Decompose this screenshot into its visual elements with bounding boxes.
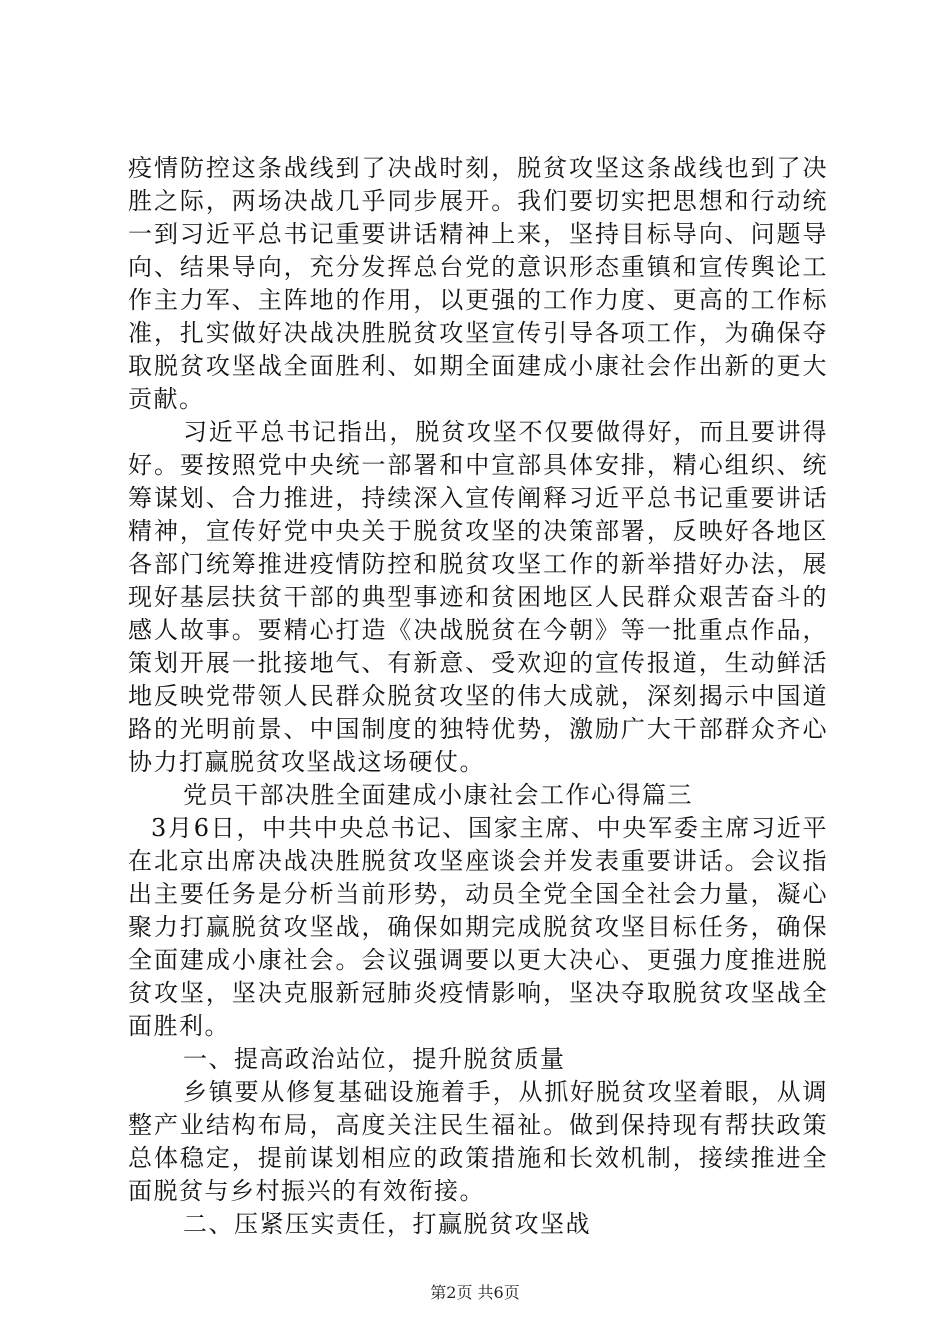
paragraph-intro-continuation: 疫情防控这条战线到了决战时刻，脱贫攻坚这条战线也到了决胜之际，两场决战几乎同步展开。我们要切实把思想和行动统一到习近平总书记重要讲话精神上来，坚持目标导向、问题导向、结果导向，充分发挥总台党的意识形态重镇和宣传舆论工作主力军、主阵地的作用，以更强的工作力度、更高的工作标准，扎实做好决战决胜脱贫攻坚宣传引导各项工作，为确保夺取脱贫攻坚战全面胜利、如期全面建成小康社会作出新的更大贡献。 xyxy=(128,154,828,413)
page-number-footer: 第2页 共6页 xyxy=(430,1283,520,1302)
paragraph-speech-remarks: 习近平总书记指出，脱贫攻坚不仅要做得好，而且要讲得好。要按照党中央统一部署和中宣部具体安排，精心组织、统筹谋划、合力推进，持续深入宣传阐释习近平总书记重要讲话精神，宣传好党中央关于脱贫攻坚的决策部署，反映好各地区各部门统筹推进疫情防控和脱贫攻坚工作的新举措好办法，展现好基层扶贫干部的典型事迹和贫困地区人民群众艰苦奋斗的感人故事。要精心打造《决战脱贫在今朝》等一批重点作品，策划开展一批接地气、有新意、受欢迎的宣传报道，生动鲜活地反映党带领人民群众脱贫攻坚的伟大成就，深刻揭示中国道路的光明前景、中国制度的独特优势，激励广大干部群众齐心协力打赢脱贫攻坚战这场硬仗。 xyxy=(128,418,828,776)
section-title: 党员干部决胜全面建成小康社会工作心得篇三 xyxy=(183,781,693,809)
paragraph-meeting-summary: 3月6日，中共中央总书记、国家主席、中央军委主席习近平在北京出席决战决胜脱贫攻坚座谈会并发表重要讲话。会议指出主要任务是分析当前形势，动员全党全国全社会力量，凝心聚力打赢脱贫攻坚战，确保如期完成脱贫攻坚目标任务，确保全面建成小康社会。会议强调要以更大决心、更强力度推进脱贫攻坚，坚决克服新冠肺炎疫情影响，坚决夺取脱贫攻坚战全面胜利。 xyxy=(128,814,828,1040)
paragraph-township-measures: 乡镇要从修复基础设施着手，从抓好脱贫攻坚着眼，从调整产业结构布局，高度关注民生福祉。做到保持现有帮扶政策总体稳定，提前谋划相应的政策措施和长效机制，接续推进全面脱贫与乡村振兴的有效衔接。 xyxy=(128,1078,828,1205)
subheading-one: 一、提高政治站位，提升脱贫质量 xyxy=(183,1045,566,1073)
document-body xyxy=(128,152,828,1241)
subheading-two: 二、压紧压实责任，打赢脱贫攻坚战 xyxy=(183,1210,591,1238)
